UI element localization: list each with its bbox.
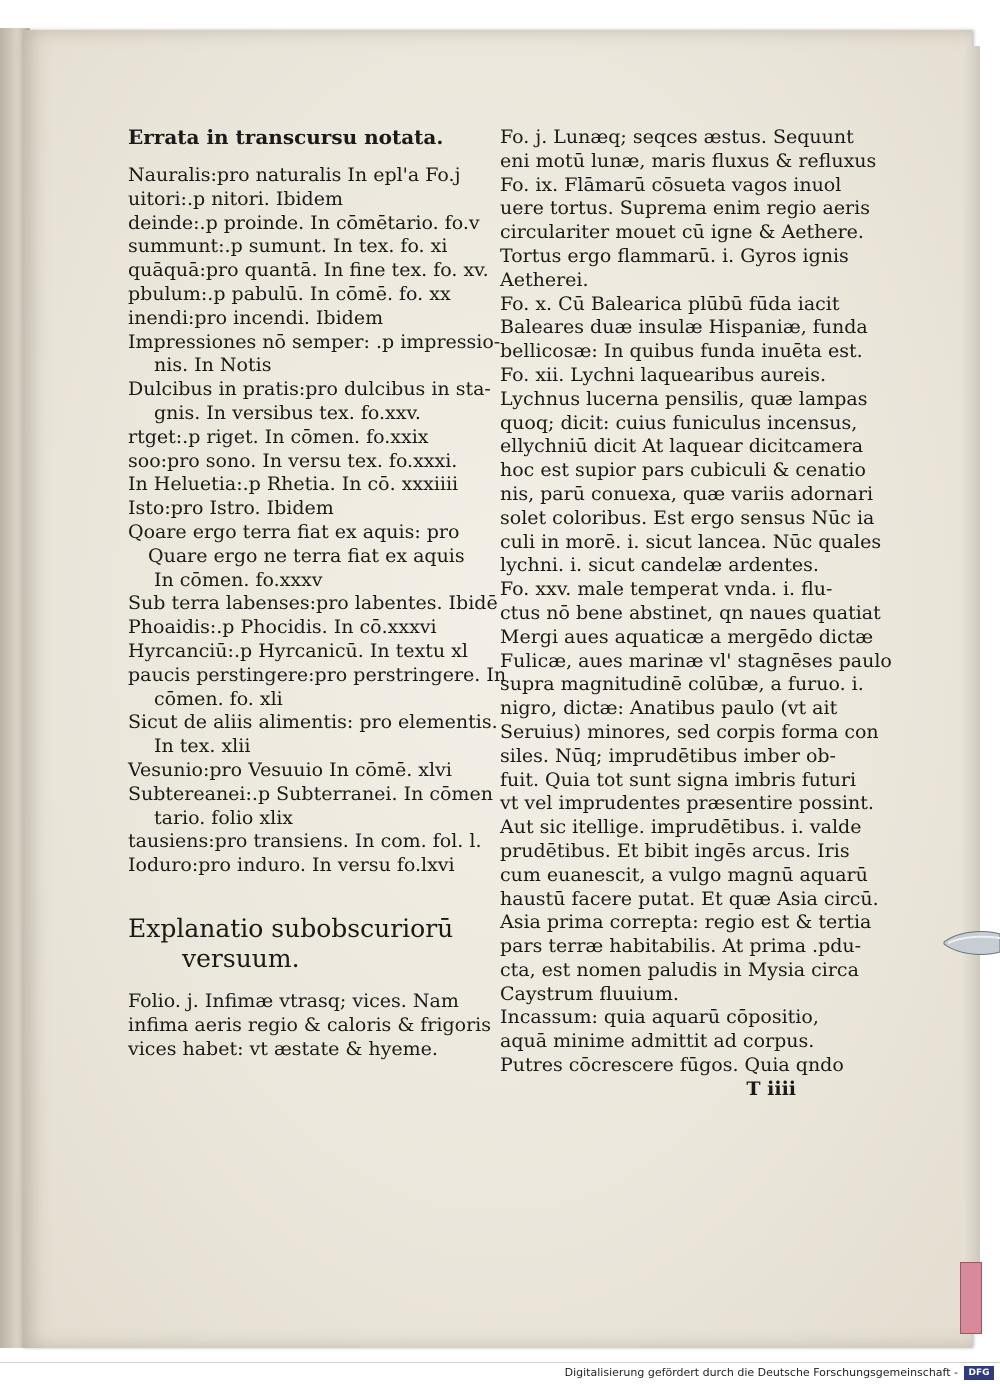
errata-heading: Errata in transcursu notata. — [128, 125, 444, 149]
commentary-line: Fo. x. Cū Balearica plūbū fūda iacit — [500, 292, 840, 315]
commentary-line: eni motū lunæ, maris fluxus & refluxus — [500, 149, 877, 172]
errata-line: deinde:.p proinde. In cōmētario. fo.v — [128, 211, 480, 234]
explanation-line: vices habet: vt æstate & hyeme. — [128, 1037, 438, 1060]
errata-line: Hyrcanciū:.p Hyrcanicū. In textu xl — [128, 639, 468, 662]
errata-line: summunt:.p sumunt. In tex. fo. xi — [128, 235, 448, 258]
commentary-line: aquā minime admittit ad corpus. — [500, 1030, 815, 1053]
commentary-line: haustū facere putat. Et quæ Asia circū. — [500, 887, 879, 910]
errata-line: In tex. xlii — [154, 735, 251, 758]
digitization-footer — [0, 1362, 1000, 1384]
errata-line: nis. In Notis — [154, 354, 272, 377]
errata-line: quāquā:pro quantā. In fine tex. fo. xv. — [128, 259, 489, 282]
errata-line: Ioduro:pro induro. In versu fo.lxvi — [128, 854, 455, 877]
section-gap — [128, 878, 488, 914]
funding-credit: Digitalisierung gefördert durch die Deutsche Forschungsgemeinschaft - — [564, 1366, 958, 1379]
commentary-line: circulariter mouet cū igne & Aethere. — [500, 221, 864, 244]
commentary-line: Asia prima correpta: regio est & tertia — [500, 911, 872, 934]
commentary-line: bellicosæ: In quibus funda inuēta est. — [500, 340, 863, 363]
left-column — [128, 125, 507, 1061]
commentary-line: fuit. Quia tot sunt signa imbris futuri — [500, 768, 857, 791]
section-gap — [128, 980, 488, 990]
commentary-line: nigro, dictæ: Anatibus paulo (vt ait — [500, 697, 838, 720]
commentary-line: Fo. ix. Flāmarū cōsueta vagos inuol — [500, 173, 842, 196]
commentary-line: Fo. xii. Lychni laquearibus aureis. — [500, 363, 827, 386]
commentary-line: Mergi aues aquaticæ a mergēdo dictæ — [500, 625, 874, 648]
commentary-line: Caystrum fluuium. — [500, 982, 679, 1005]
errata-line: Isto:pro Istro. Ibidem — [128, 497, 334, 520]
commentary-line: uere tortus. Suprema enim regio aeris — [500, 197, 870, 220]
errata-line: In Heluetia:.p Rhetia. In cō. xxxiiii — [128, 473, 459, 496]
commentary-line: vt vel imprudentes præsentire possint. — [500, 792, 874, 815]
errata-line: paucis perstingere:pro perstringere. In — [128, 663, 507, 686]
commentary-line: cta, est nomen paludis in Mysia circa — [500, 958, 859, 981]
commentary-line: Fulicæ, aues marinæ vl' stagnēses paulo — [500, 649, 892, 672]
commentary-line: pars terræ habitabilis. At prima .pdu- — [500, 935, 862, 958]
commentary-line: Fo. j. Lunæq; seqces æstus. Sequunt — [500, 126, 854, 148]
commentary-line: lychni. i. sicut candelæ ardentes. — [500, 554, 819, 577]
errata-line: pbulum:.p pabulū. In cōmē. fo. xx — [128, 282, 451, 305]
errata-line: Subtereanei:.p Subterranei. In cōmen — [128, 782, 493, 805]
commentary-line: prudētibus. Et bibit ingēs arcus. Iris — [500, 839, 850, 862]
commentary-line: Fo. xxv. male temperat vnda. i. flu- — [500, 578, 833, 601]
errata-line: Quare ergo ne terra fiat ex aquis — [148, 544, 465, 567]
commentary-line: Aut sic itellige. imprudētibus. i. valde — [500, 816, 862, 839]
commentary-line: hoc est supior pars cubiculi & cenatio — [500, 459, 866, 482]
errata-line: cōmen. fo. xli — [154, 687, 283, 710]
explanation-line: infima aeris regio & caloris & frigoris — [128, 1013, 491, 1036]
errata-line: In cōmen. fo.xxxv — [154, 568, 323, 591]
commentary-line: Seruius) minores, sed corpis forma con — [500, 720, 879, 743]
commentary-line: ellychniū dicit At laquear dicitcamera — [500, 435, 864, 458]
page-fore-edge — [962, 46, 980, 1332]
commentary-line: culi in morē. i. sicut lancea. Nūc quales — [500, 530, 882, 553]
errata-line: uitori:.p nitori. Ibidem — [128, 187, 343, 210]
commentary-line: Incassum: quia aquarū cōpositio, — [500, 1006, 819, 1029]
errata-line: gnis. In versibus tex. fo.xxv. — [154, 401, 421, 424]
errata-line: Dulcibus in pratis:pro dulcibus in sta- — [128, 378, 491, 401]
commentary-line: Putres cōcrescere fūgos. Quia qndo — [500, 1054, 844, 1077]
commentary-line: cum euanescit, a vulgo magnū aquarū — [500, 863, 868, 886]
errata-line: inendi:pro incendi. Ibidem — [128, 306, 384, 329]
errata-line: Sicut de aliis alimentis: pro elementis. — [128, 711, 498, 734]
section-title-continued: versuum. — [182, 943, 300, 973]
signature-mark: T iiii — [746, 1077, 796, 1100]
errata-line: Qoare ergo terra fiat ex aquis: pro — [128, 520, 460, 543]
commentary-line: supra magnitudinē colūbæ, a furuo. i. — [500, 673, 864, 696]
page-clip-marker — [942, 928, 1000, 958]
errata-line: Nauralis:pro naturalis In epl'a Fo.j — [128, 164, 461, 186]
section-title: Explanatio subobscuriorū — [128, 913, 454, 943]
commentary-line: solet coloribus. Est ergo sensus Nūc ia — [500, 506, 875, 529]
errata-line: Sub terra labenses:pro labentes. Ibidē — [128, 592, 498, 615]
errata-line: tausiens:pro transiens. In com. fol. l. — [128, 830, 482, 853]
errata-line: tario. folio xlix — [154, 806, 293, 829]
errata-line: soo:pro sono. In versu tex. fo.xxxi. — [128, 449, 458, 472]
explanation-line: Folio. j. Infimæ vtrasq; vices. Nam — [128, 989, 459, 1012]
right-column — [500, 126, 892, 1102]
errata-line: Vesunio:pro Vesuuio In cōmē. xlvi — [128, 758, 452, 781]
errata-line: Phoaidis:.p Phocidis. In cō.xxxvi — [128, 616, 437, 639]
commentary-line: ctus nō bene abstinet, qn naues quatiat — [500, 601, 881, 624]
commentary-line: Tortus ergo flammarū. i. Gyros ignis — [500, 244, 849, 267]
commentary-line: Lychnus lucerna pensilis, quæ lampas — [500, 387, 868, 410]
commentary-line: nis, parū conuexa, quæ variis adornari — [500, 482, 874, 505]
commentary-line: siles. Nūq; imprudētibus imber ob- — [500, 744, 836, 767]
errata-line: rtget:.p riget. In cōmen. fo.xxix — [128, 425, 429, 448]
commentary-line: Aetherei. — [500, 268, 589, 291]
color-calibration-tab — [960, 1262, 982, 1334]
commentary-line: quoq; dicit: cuius funiculus incensus, — [500, 411, 858, 434]
dfg-logo: DFG — [964, 1366, 994, 1380]
errata-line: Impressiones nō semper: .p impressio- — [128, 330, 501, 353]
commentary-line: Baleares duæ insulæ Hispaniæ, funda — [500, 316, 868, 339]
